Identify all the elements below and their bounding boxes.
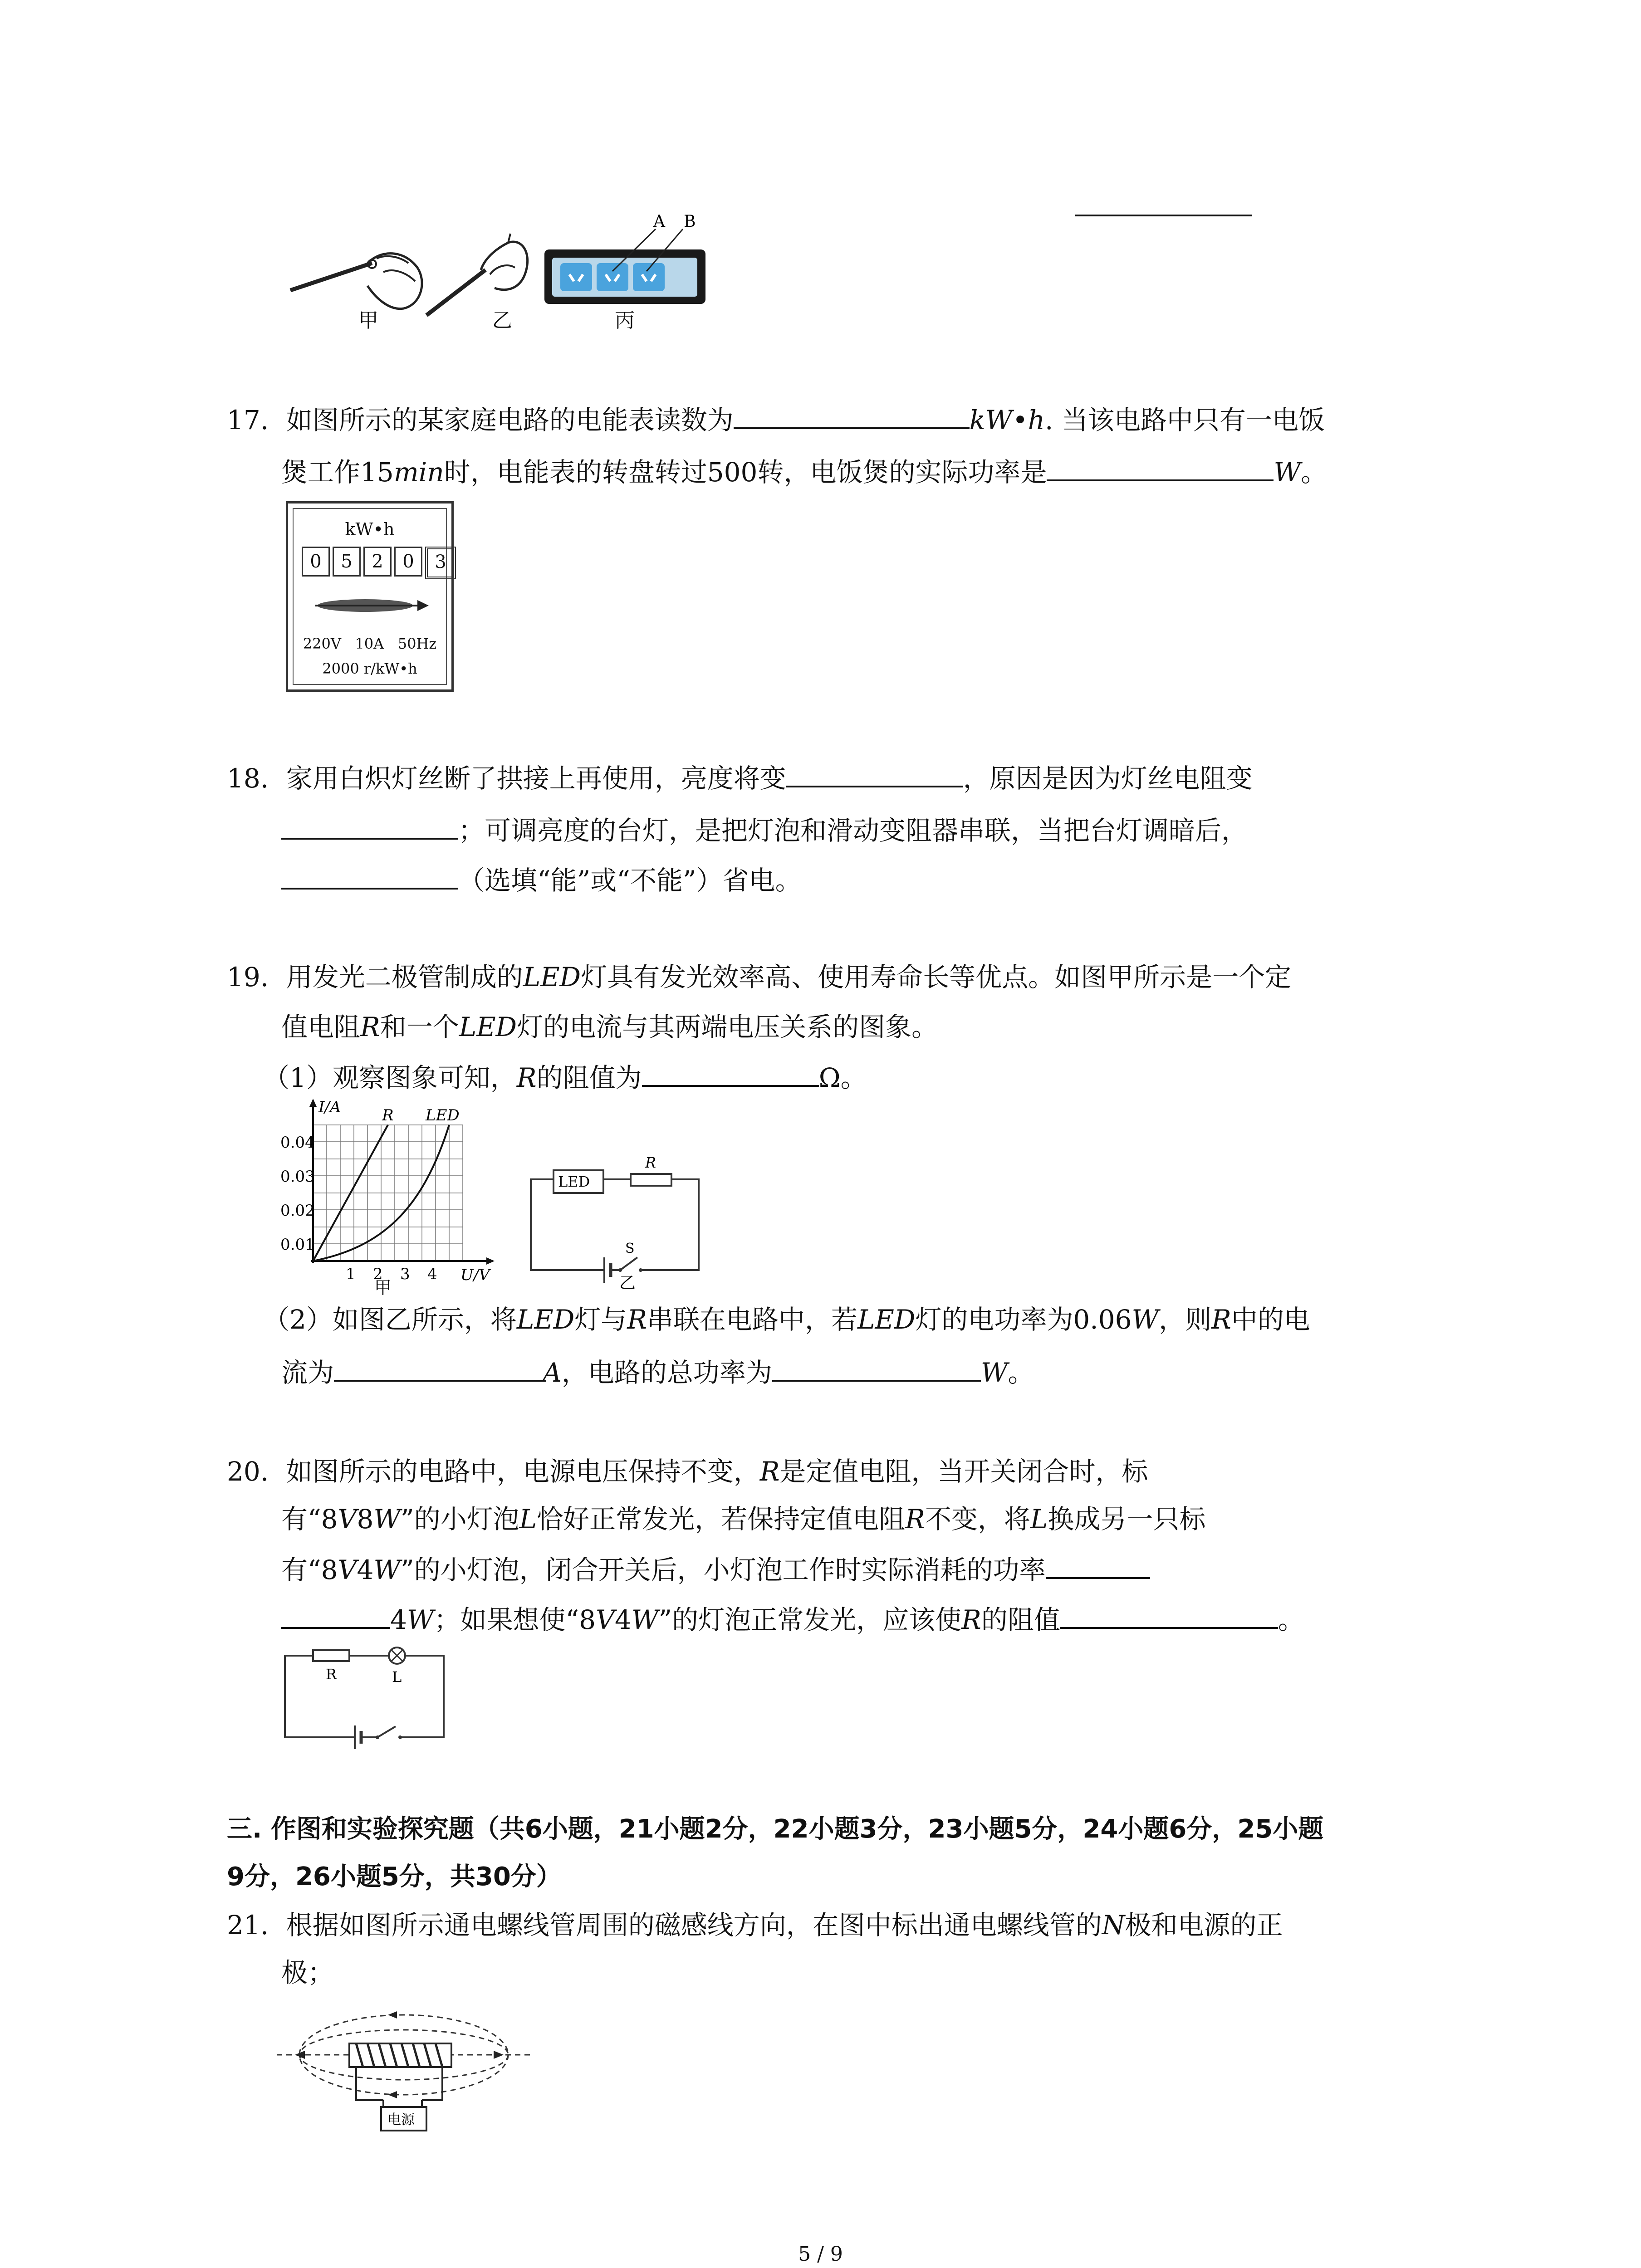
graph-x-label: U/V: [460, 1266, 490, 1284]
question-20-line-4: 4W；如果想使“8V4W”的灯泡正常发光，应该使R的阻值 。: [281, 1603, 1304, 1633]
field-arrow-right: [494, 2051, 504, 2059]
graph-grid: [313, 1125, 463, 1261]
figure-caption-bing: 丙: [615, 309, 635, 332]
q16-figure-pen-yi: [417, 229, 535, 333]
x-tick: 1: [346, 1265, 356, 1283]
socket-label-b: B: [684, 212, 696, 231]
meter-digit: 0: [394, 547, 422, 577]
answer-blank-q16[interactable]: [1075, 215, 1252, 216]
answer-blank-17-2[interactable]: [1047, 456, 1274, 481]
answer-blank-19-1[interactable]: [642, 1061, 819, 1087]
question-19-part-1: （1）观察图象可知，R的阻值为 Ω。: [263, 1062, 867, 1093]
question-20-line-1: 20. 如图所示的电路中，电源电压保持不变，R是定值电阻，当开关闭合时，标: [227, 1456, 1148, 1487]
q20-circuit-diagram: [281, 1637, 449, 1746]
lamp-label: L: [392, 1668, 402, 1686]
question-number-20: 20.: [227, 1456, 269, 1487]
question-17-line-1: 17. 如图所示的某家庭电路的电能表读数为 kW•h. 当该电路中只有一电饭: [227, 405, 1325, 435]
question-17-line-2: 煲工作15min时，电能表的转盘转过500转，电饭煲的实际功率是 W。: [281, 457, 1327, 488]
question-20-line-3: 有“8V4W”的小灯泡，闭合开关后，小灯泡工作时实际消耗的功率: [281, 1554, 1150, 1583]
question-18-line-2: ；可调亮度的台灯，是把灯泡和滑动变阻器串联，当把台灯调暗后，: [281, 814, 1248, 844]
x-tick: 2: [373, 1265, 383, 1283]
q21-solenoid-figure: [272, 1996, 535, 2146]
answer-blank-18-1[interactable]: [786, 762, 963, 787]
graph-caption-jia: 甲: [374, 1278, 392, 1298]
resistor-label: R: [645, 1154, 656, 1171]
question-number-17: 17.: [227, 405, 269, 435]
question-19-part-2-cont: 流为 A，电路的总功率为 W。: [281, 1357, 1034, 1388]
answer-blank-20-1b[interactable]: [281, 1603, 390, 1629]
question-number-21: 21.: [227, 1910, 269, 1941]
question-19-line-1: 19. 用发光二极管制成的LED灯具有发光效率高、使用寿命长等优点。如图甲所示是一个定: [227, 962, 1292, 992]
q19-iu-graph: [280, 1098, 517, 1298]
page-number: 5 / 9: [798, 2243, 843, 2266]
question-19-part-2: （2）如图乙所示，将LED灯与R串联在电路中，若LED灯的电功率为0.06W，则R中的电: [263, 1304, 1310, 1335]
field-arrow-bottom: [388, 2091, 397, 2098]
y-tick: 0.02: [280, 1202, 315, 1220]
section-3-heading-line-1: 三. 作图和实验探究题（共6小题，21小题2分，22小题3分，23小题5分，24小题6分，25小题: [227, 1814, 1324, 1844]
y-tick: 0.01: [280, 1236, 315, 1254]
meter-unit-label: kW•h: [345, 519, 395, 539]
q19-circuit-diagram: [526, 1152, 708, 1292]
question-number-19: 19.: [227, 962, 269, 992]
answer-blank-19-3[interactable]: [772, 1356, 981, 1382]
answer-blank-19-2[interactable]: [334, 1356, 543, 1382]
meter-disk-arrow: [311, 592, 433, 619]
resistor-label: R: [326, 1666, 337, 1683]
electric-meter-figure: [286, 501, 454, 692]
meter-digit: 2: [363, 547, 392, 577]
question-18-line-1: 18. 家用白炽灯丝断了拱接上再使用，亮度将变 ，原因是因为灯丝电阻变: [227, 763, 1253, 794]
y-tick: 0.03: [280, 1168, 315, 1186]
figure-caption-yi: 乙: [492, 309, 512, 332]
meter-spec: 220V 10A 50Hz: [303, 635, 437, 652]
x-tick: 3: [400, 1265, 410, 1283]
power-source-label: 电源: [387, 2112, 415, 2128]
resistor-component: [313, 1650, 349, 1661]
curve-label-led: LED: [426, 1106, 460, 1124]
question-21-line-1: 21. 根据如图所示通电螺线管周围的磁感线方向，在图中标出通电螺线管的N极和电源的正: [227, 1910, 1283, 1941]
answer-blank-20-2[interactable]: [1060, 1603, 1278, 1629]
q16-figure-socket-bing: [542, 212, 710, 313]
answer-blank-18-2[interactable]: [281, 814, 458, 840]
meter-digit-row: [302, 547, 456, 579]
resistor-component: [631, 1174, 671, 1186]
curve-label-r: R: [382, 1106, 394, 1124]
answer-blank-18-3[interactable]: [281, 864, 458, 890]
meter-constant: 2000 r/kW•h: [322, 660, 417, 677]
figure-caption-jia: 甲: [358, 309, 378, 332]
field-arrow-top: [388, 2011, 397, 2019]
led-component-label: LED: [558, 1173, 590, 1190]
y-tick: 0.04: [280, 1134, 315, 1152]
question-19-line-2: 值电阻R和一个LED灯的电流与其两端电压关系的图象。: [281, 1012, 938, 1042]
section-3-heading-line-2: 9分，26小题5分，共30分）: [227, 1862, 562, 1892]
meter-digit: 5: [333, 547, 361, 577]
answer-blank-20-1a[interactable]: [1046, 1554, 1150, 1579]
socket-label-a: A: [653, 212, 665, 231]
question-number-18: 18.: [227, 763, 269, 794]
question-21-line-2: 极；: [281, 1957, 334, 1988]
answer-blank-17-1[interactable]: [734, 404, 970, 429]
question-18-line-3: （选填“能”或“不能”）省电。: [281, 864, 802, 894]
circuit-caption-yi: 乙: [619, 1274, 636, 1292]
graph-y-label: I/A: [318, 1098, 341, 1116]
meter-digit: 0: [302, 547, 330, 577]
meter-digit-decimal: 3: [425, 547, 456, 579]
question-20-line-2: 有“8V8W”的小灯泡L恰好正常发光，若保持定值电阻R不变，将L换成另一只标: [281, 1504, 1206, 1535]
x-tick: 4: [427, 1265, 437, 1283]
switch-label: S: [625, 1241, 635, 1256]
